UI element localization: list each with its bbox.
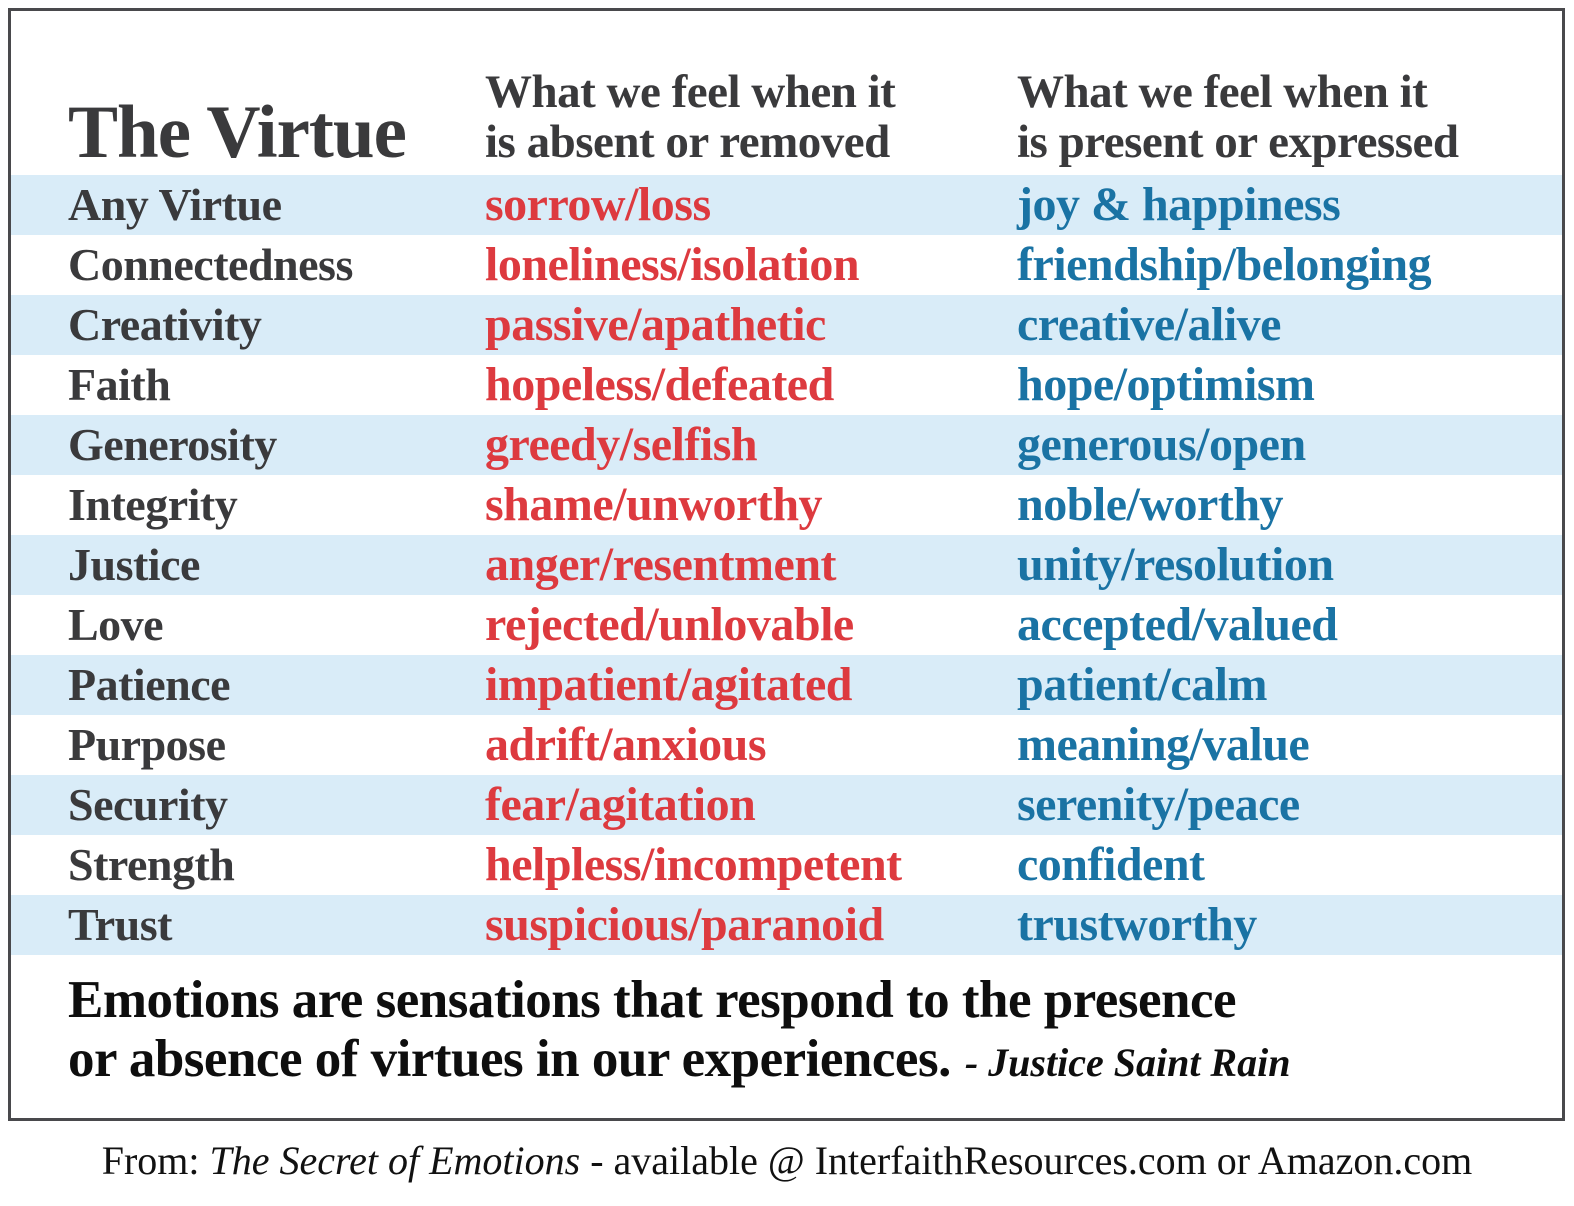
column-header-virtue: The Virtue xyxy=(68,91,406,174)
absent-feeling: suspicious/paranoid xyxy=(485,898,884,951)
present-feeling: joy & happiness xyxy=(1017,178,1341,231)
table-row xyxy=(11,835,1562,895)
table-row xyxy=(11,715,1562,775)
present-feeling: confident xyxy=(1017,838,1205,891)
absent-feeling: hopeless/defeated xyxy=(485,358,834,411)
virtue-name: Generosity xyxy=(68,419,277,470)
table-row xyxy=(11,895,1562,955)
footer-book-title: The Secret of Emotions xyxy=(209,1138,581,1183)
virtue-name: Strength xyxy=(68,839,235,890)
virtue-name: Creativity xyxy=(68,299,262,350)
virtue-rows xyxy=(11,175,1562,955)
column-header-present-line1: What we feel when it xyxy=(1017,66,1428,118)
column-header-present xyxy=(1017,67,1562,167)
present-feeling: accepted/valued xyxy=(1017,598,1338,651)
present-feeling: meaning/value xyxy=(1017,718,1310,771)
table-row xyxy=(11,655,1562,715)
absent-feeling: rejected/unlovable xyxy=(485,598,854,651)
present-feeling: patient/calm xyxy=(1017,658,1267,711)
table-row xyxy=(11,175,1562,235)
absent-feeling: greedy/selfish xyxy=(485,418,758,471)
virtue-name: Connectedness xyxy=(68,239,353,290)
column-header-present-line2: is present or expressed xyxy=(1017,116,1459,168)
absent-feeling: shame/unworthy xyxy=(485,478,823,531)
footer-suffix: - available @ InterfaithResources.com or Amazon.com xyxy=(580,1138,1473,1183)
table-row xyxy=(11,235,1562,295)
column-header-absent-line1: What we feel when it xyxy=(485,66,896,118)
column-header-absent xyxy=(485,67,1017,167)
virtue-name: Trust xyxy=(68,899,172,950)
quote-line2-text: or absence of virtues in our experiences. xyxy=(68,1030,951,1088)
absent-feeling: helpless/incompetent xyxy=(485,838,902,891)
virtue-name: Security xyxy=(68,779,228,830)
table-row xyxy=(11,295,1562,355)
table-header xyxy=(11,11,1562,175)
source-footer xyxy=(0,1136,1574,1186)
absent-feeling: sorrow/loss xyxy=(485,178,711,231)
virtue-name: Faith xyxy=(68,359,171,410)
virtues-emotions-card xyxy=(8,8,1565,1121)
column-header-absent-line2: is absent or removed xyxy=(485,116,890,168)
absent-feeling: impatient/agitated xyxy=(485,658,852,711)
present-feeling: serenity/peace xyxy=(1017,778,1300,831)
table-row xyxy=(11,355,1562,415)
table-row xyxy=(11,595,1562,655)
virtue-name: Patience xyxy=(68,659,231,710)
present-feeling: noble/worthy xyxy=(1017,478,1284,531)
present-feeling: hope/optimism xyxy=(1017,358,1315,411)
absent-feeling: passive/apathetic xyxy=(485,298,826,351)
present-feeling: generous/open xyxy=(1017,418,1306,471)
footer-prefix: From: xyxy=(101,1138,210,1183)
absent-feeling: loneliness/isolation xyxy=(485,238,860,291)
table-row xyxy=(11,535,1562,595)
virtue-name: Love xyxy=(68,599,164,650)
table-row xyxy=(11,475,1562,535)
present-feeling: creative/alive xyxy=(1017,298,1281,351)
quote-attribution: - Justice Saint Rain xyxy=(964,1040,1291,1085)
table-row xyxy=(11,415,1562,475)
quote-line1: Emotions are sensations that respond to the presence xyxy=(68,971,1237,1029)
absent-feeling: adrift/anxious xyxy=(485,718,767,771)
present-feeling: friendship/belonging xyxy=(1017,238,1432,291)
quote-line2 xyxy=(68,1030,1522,1092)
absent-feeling: anger/resentment xyxy=(485,538,837,591)
virtue-name: Any Virtue xyxy=(68,179,282,230)
virtue-name: Justice xyxy=(68,539,200,590)
present-feeling: unity/resolution xyxy=(1017,538,1334,591)
virtue-name: Purpose xyxy=(68,719,226,770)
virtue-name: Integrity xyxy=(68,479,238,530)
absent-feeling: fear/agitation xyxy=(485,778,756,831)
present-feeling: trustworthy xyxy=(1017,898,1257,951)
quote-block xyxy=(11,955,1562,1092)
table-row xyxy=(11,775,1562,835)
